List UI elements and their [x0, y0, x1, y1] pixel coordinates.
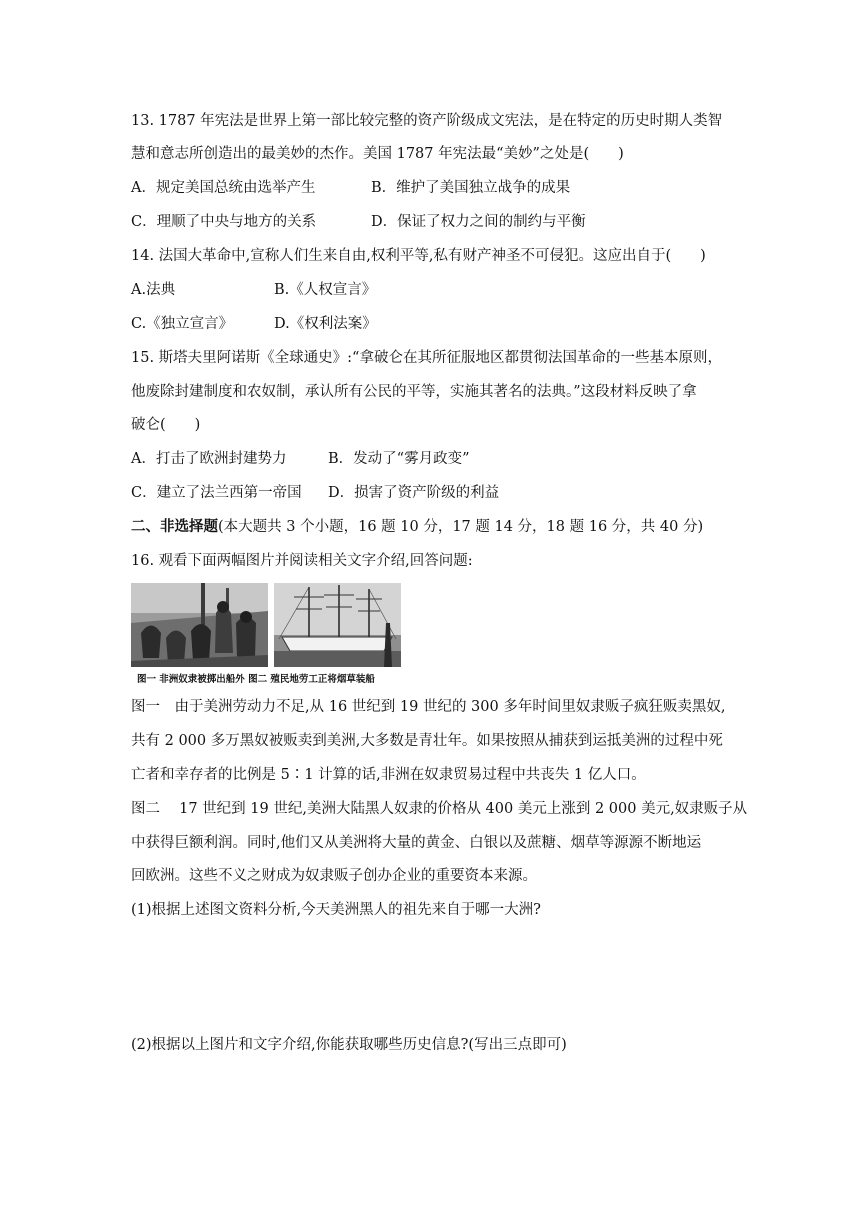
q16-fig1-line2: 共有 2 000 多万黑奴被贩卖到美洲,大多数是青壮年。如果按照从捕获到运抵美洲的过程中死	[131, 733, 723, 749]
q16-intro: 16. 观看下面两幅图片并阅读相关文字介绍,回答问题:	[131, 553, 473, 569]
q15-stem-line2: 他废除封建制度和农奴制，承认所有公民的平等，实施其著名的法典。”这段材料反映了拿	[131, 384, 697, 400]
figure1-slaves-image	[131, 583, 268, 667]
section2-heading-row	[131, 517, 703, 537]
q13-option-b: B．维护了美国独立战争的成果	[371, 180, 571, 196]
q16-fig1-line3: 亡者和幸存者的比例是 5∶1 计算的话,非洲在奴隶贸易过程中共丧失 1 亿人口。	[131, 767, 646, 783]
q14-option-b: B.《人权宣言》	[274, 282, 377, 298]
q13-stem-line2: 慧和意志所创造出的最美妙的杰作。美国 1787 年宪法最“美妙”之处是( )	[131, 146, 624, 162]
q15-option-d: D．损害了资产阶级的利益	[328, 485, 500, 501]
q14-option-d: D.《权利法案》	[274, 316, 377, 332]
section2-note: (本大题共 3 个小题，16 题 10 分，17 题 14 分，18 题 16 分，共 40 分)	[218, 519, 704, 535]
q13-option-d: D．保证了权力之间的制约与平衡	[371, 214, 586, 230]
q16-fig2-line2: 中获得巨额利润。同时,他们又从美洲将大量的黄金、白银以及蔗糖、烟草等源源不断地运	[131, 835, 702, 851]
q15-stem-line3: 破仑( )	[131, 417, 201, 433]
q13-option-a: A．规定美国总统由选举产生	[131, 180, 316, 196]
q13-stem-line1: 13. 1787 年宪法是世界上第一部比较完整的资产阶级成文宪法，是在特定的历史时期人类智	[131, 113, 723, 129]
q16-sub1: (1)根据上述图文资料分析,今天美洲黑人的祖先来自于哪一大洲?	[131, 902, 541, 918]
q16-fig2-line1: 图二 17 世纪到 19 世纪,美洲大陆黑人奴隶的价格从 400 美元上涨到 2 000 美元,奴隶贩子从	[131, 801, 748, 817]
q15-option-c: C．建立了法兰西第一帝国	[131, 485, 302, 501]
q16-figures	[131, 583, 411, 687]
q16-fig1-line1: 图一 由于美洲劳动力不足,从 16 世纪到 19 世纪的 300 多年时间里奴隶贩子疯狂贩卖黑奴,	[131, 699, 726, 715]
q13-option-c: C．理顺了中央与地方的关系	[131, 214, 317, 230]
q14-option-c: C.《独立宣言》	[131, 316, 234, 332]
q15-option-b: B．发动了“雾月政变”	[328, 451, 470, 467]
q15-option-a: A．打击了欧洲封建势力	[131, 451, 287, 467]
figures-caption: 图一 非洲奴隶被掷出船外 图二 殖民地劳工正将烟草装船	[137, 674, 375, 685]
q14-option-a: A.法典	[131, 282, 176, 298]
q16-sub2: (2)根据以上图片和文字介绍,你能获取哪些历史信息?(写出三点即可)	[131, 1037, 567, 1053]
q14-stem: 14. 法国大革命中,宣称人们生来自由,权利平等,私有财产神圣不可侵犯。这应出自于( )	[131, 248, 706, 264]
q15-stem-line1: 15. 斯塔夫里阿诺斯《全球通史》:“拿破仑在其所征服地区都贯彻法国革命的一些基本原则，	[131, 350, 722, 366]
figure2-ship-image	[274, 583, 401, 667]
section2-heading: 二、非选择题	[131, 518, 218, 535]
q16-fig2-line3: 回欧洲。这些不义之财成为奴隶贩子创办企业的重要资本来源。	[131, 868, 537, 884]
